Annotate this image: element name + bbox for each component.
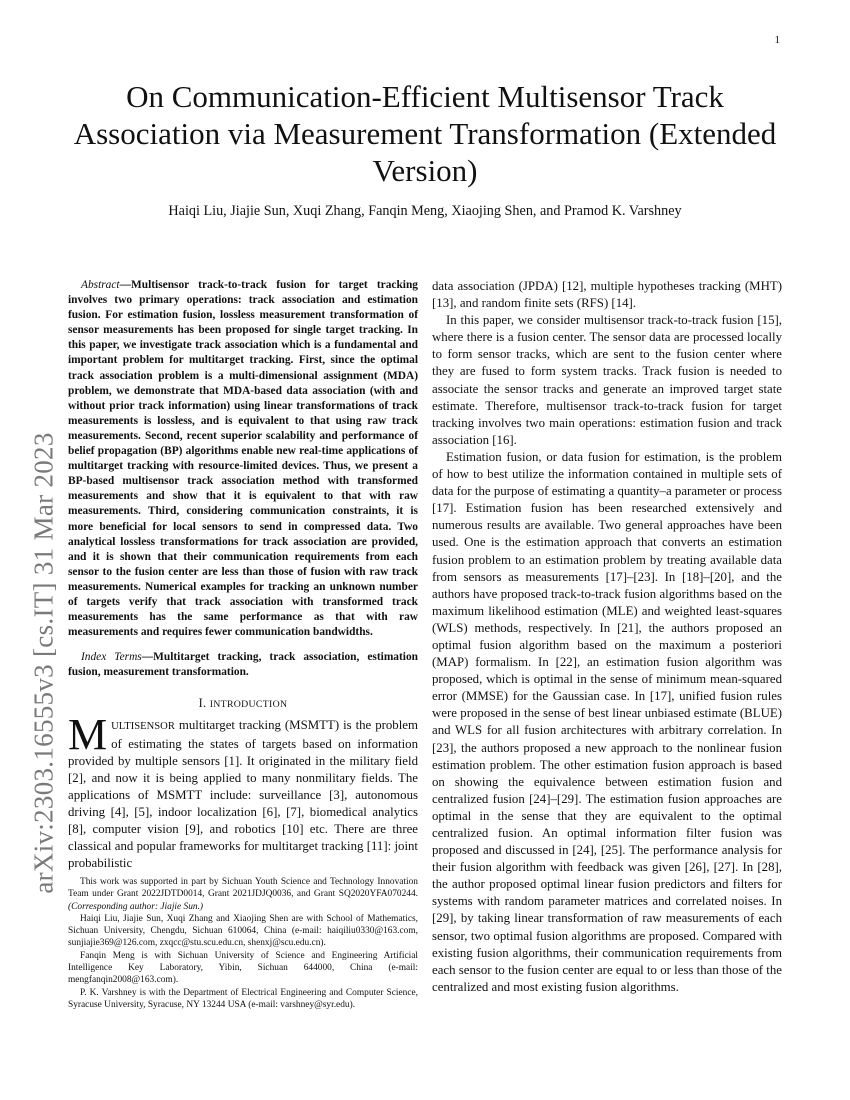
author-list: Haiqi Liu, Jiajie Sun, Xuqi Zhang, Fanqin Meng, Xiaojing Shen, and Pramod K. Varshney — [168, 203, 682, 219]
section-heading — [68, 696, 418, 711]
section-title: INTRODUCTION — [209, 699, 288, 711]
abstract — [68, 278, 418, 640]
footnotes — [68, 876, 418, 1011]
index-terms-label: Index Terms — [81, 651, 142, 664]
index-terms-text: —Multitarget tracking, track association, estimation fusion, measurement transformation. — [68, 651, 418, 679]
left-column — [68, 278, 418, 872]
intro-lead-caps: ULTISENSOR — [111, 721, 175, 733]
paragraph-estimation-fusion: Estimation fusion, or data fusion for estimation, is the problem of how to best utilize the information contained in multiple sets of data for the purpose of estimating a quantity–a parameter or process [17]. Estimation fusion has been researched extensively and numerous results are available. Two general approaches have been used. One is the estimation approach that converts an estimation fusion problem to an estimation problem by treating available data from sensors as measurements [17]–[23]. In [18]–[20], and the authors have proposed track-to-track fusion algorithms based on the maximum likelihood estimation (MLE) and weighted least-squares (WLS) methods, respectively. In [21], the authors proposed an optimal fusion algorithm based on the maximum a posteriori (MAP) formalism. In [22], an estimation fusion algorithm was proposed, which is optimal in the sense of minimum mean-squared error (MMSE) for the Gaussian case. In [17], unified fusion rules were proposed in the sense of best linear unbiased estimate (BLUE) and WLS for all fusion architectures with arbitrary correlation. In [23], the authors proposed a new approach to the nonlinear fusion estimation problem. The other estimation fusion approach is based on showing the equivalence between estimation fusion and centralized fusion [24]–[29]. The estimation fusion approaches are optimal in the sense that they are equivalent to the optimal centralized fusion. An optimal information filter fusion was proposed and discussed in [24], [25]. The performance analysis for their fusion algorithm with feedback was given [26], [27]. In [28], the author proposed optimal linear fusion predictors and filters for systems with random parameter matrices and correlated noises. In [29], by taking linear transformation of raw measurements of each sensor, two optimal fusion algorithms are proposed. Compared with existing fusion algorithms, their communication requirements from each sensor to the fusion center are equal to or less than those of the centralized and most existing fusion algorithms. — [432, 449, 782, 994]
arxiv-id: arXiv:2303.16555v3 [cs.IT] 31 Mar 2023 — [28, 432, 59, 894]
affiliation-footnote-2: Fanqin Meng is with Sichuan University of Science and Engineering Artificial Intelligence Key Laboratory, Yibin, Sichuan 644000, China (e-mail: mengfanqin2008@163.com). — [68, 950, 418, 986]
intro-text: multitarget tracking (MSMTT) is the problem of estimating the states of targets based on information provided by multiple sensors [1]. It originated in the military field [2], and now it is being applied to many nonmilitary fields. The applications of MSMTT include: surveillance [3], autonomous driving [4], [5], indoor localization [6], [7], biomedical analytics [8], computer vision [9], and robotics [10] etc. There are three classical and popular frameworks for multitarget tracking [11]: joint probabilistic — [68, 718, 418, 871]
abstract-text: —Multisensor track-to-track fusion for target tracking involves two primary operations: track association and estimation fusion. For estimation fusion, lossless measurement transformation of sensor measurements has been proposed for single target tracking. In this paper, we investigate track association which is a fundamental and important problem for multitarget tracking. First, since the optimal track association problem is a multi-dimensional assignment (MDA) problem, we demonstrate that MDA-based data association (with and without prior track information) using linear transformations of track measurements is lossless, and is equivalent to that using raw track measurements. Second, recent superior scalability and performance of belief propagation (BP) algorithms enable new real-time applications of multitarget tracking with resource-limited devices. Thus, we present a BP-based multisensor track association method with transformed measurements and show that it is equivalent to that with raw measurements. Third, considering communication constraints, it is more beneficial for local sensors to send in compressed data. Two analytical lossless transformations for track association are provided, and it is shown that their communication requirements from each sensor to the fusion center are less than those of fusion with raw track measurements. Numerical examples for tracking an unknown number of targets verify that track association with transformed track measurements has the same performance as that with raw measurements and requires fewer communication bandwidths. — [68, 279, 418, 639]
section-number: I. — [198, 696, 207, 711]
paragraph-continued: data association (JPDA) [12], multiple hypotheses tracking (MHT) [13], and random finite sets (RFS) [14]. — [432, 279, 782, 311]
abstract-label: Abstract — [81, 279, 120, 291]
funding-footnote — [68, 876, 418, 913]
corresponding-author-note: (Corresponding author: Jiajie Sun.) — [68, 901, 204, 912]
page-number: 1 — [774, 34, 780, 46]
right-column — [432, 278, 782, 996]
index-terms — [68, 650, 418, 680]
funding-text: This work was supported in part by Sichuan Youth Science and Technology Innovation Team under Grant 2022JDTD0014, Grant 2021JDJQ0036, and Grant SQ2020YFA070244. — [68, 877, 418, 900]
drop-cap: M — [68, 710, 108, 760]
affiliation-footnote-1: Haiqi Liu, Jiajie Sun, Xuqi Zhang and Xiaojing Shen are with School of Mathematics, Sichuan University, Chengdu, Sichuan 610064, China (e-mail: haiqiliu0330@163.com, sunjiajie369@126.com, zxqcc@stu.scu.edu.cn, shenxj@scu.edu.cn). — [68, 913, 418, 949]
affiliation-footnote-3: P. K. Varshney is with the Department of Electrical Engineering and Computer Science, Syracuse University, Syracuse, NY 13244 USA (e-mail: varshney@syr.edu). — [68, 987, 418, 1010]
paragraph-track-fusion: In this paper, we consider multisensor track-to-track fusion [15], where there is a fusion center. The sensor data are processed locally to form sensor tracks, which are sent to the fusion center where they are fused to form system tracks. Track fusion is needed to associate the sensor tracks and generate an improved target state estimate. Therefore, multisensor track-to-track fusion for target tracking involves two main operations: estimation fusion and track association [16]. — [432, 313, 782, 447]
intro-paragraph — [68, 710, 418, 872]
paper-title: On Communication-Efficient Multisensor Track Association via Measurement Transformation (Extended Version) — [73, 79, 777, 188]
